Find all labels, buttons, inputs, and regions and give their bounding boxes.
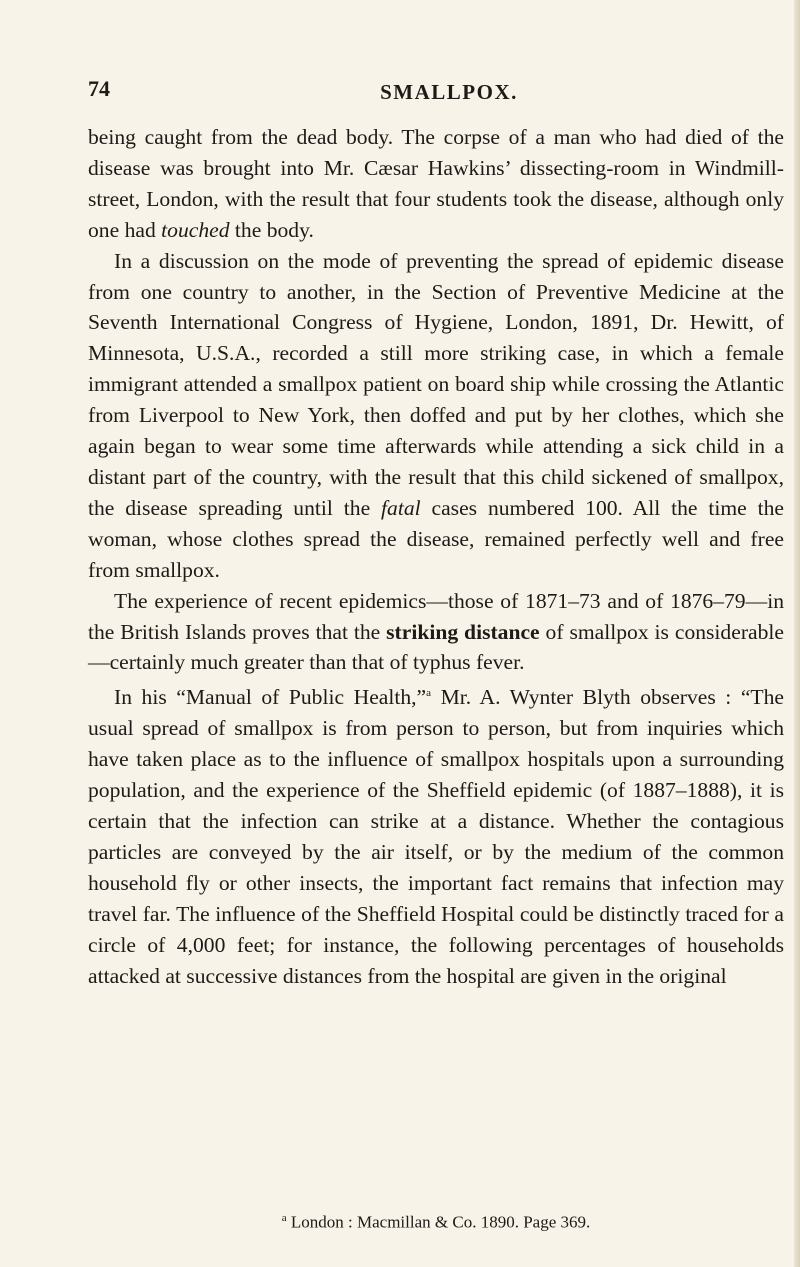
italic-text: touched [161,217,230,242]
body-text [88,122,784,992]
footnote-mark: a [281,1212,287,1224]
footnote-text: London : Macmillan & Co. 1890. Page 369. [286,1212,591,1232]
page-header [88,78,760,108]
footnote-ref: a [426,687,432,700]
page-edge [794,0,800,1267]
running-head: SMALLPOX. [380,80,518,104]
text-run: of smallpox is considerable—certainly much greater than that of typhus fever. [88,619,784,675]
italic-text: fatal [381,495,421,520]
text-run: In his “Manual of Public Health,” [114,685,427,710]
text-run: Mr. A. Wynter Blyth observes : “The usual spread of smallpox is from person to person, but from inquiries which have taken place as to the influence of smallpox hospitals upon a surrounding population, and the experience of the Sheffield epidemic (of 1887–1888), it is certain that the infection can strike at a distance. Whether the contagious particles are conveyed by the air itself, or by the medium of the common household fly or other insects, the important fact remains that infection may travel far. The influence of the Sheffield Hospital could be distinctly traced for a circle of 4,000 feet; for instance, the following percentages of households attacked at successive distances from the hospital are given in the original [88,685,784,988]
text-run: In a discussion on the mode of preventing the spread of epidemic disease from one country to another, in the Section of Preventive Medicine at the Seventh International Congress of Hygiene, London, 1891, Dr. Hewitt, of Minnesota, U.S.A., recorded a still more striking case, in which a female immigrant attended a smallpox patient on board ship while crossing the Atlantic from Liverpool to New York, then doffed and put by her clothes, which she again began to wear some time afterwards while attending a sick child in a distant part of the country, with the result that this child sickened of smallpox, the disease spreading until the [88,248,784,520]
paragraph [88,586,784,679]
text-run: cases numbered 100. All the time the woman, whose clothes spread the disease, remained perfectly well and free from smallpox. [88,495,785,582]
paragraph [88,246,784,586]
paragraph [88,678,784,991]
bold-text: striking distance [386,619,540,644]
footnote [88,1212,784,1233]
text-run: the body. [229,217,314,242]
text-run: being caught from the dead body. The corpse of a man who had died of the disease was brought into Mr. Cæsar Hawkins’ dissecting-room in Windmill-street, London, with the result that four students took the disease, although only one had [88,125,784,242]
text-run: The experience of recent epidemics—those of 1871–73 and of 1876–79—in the British Islands proves that the [88,588,784,644]
paragraph [88,122,784,246]
page-number: 74 [88,76,110,101]
